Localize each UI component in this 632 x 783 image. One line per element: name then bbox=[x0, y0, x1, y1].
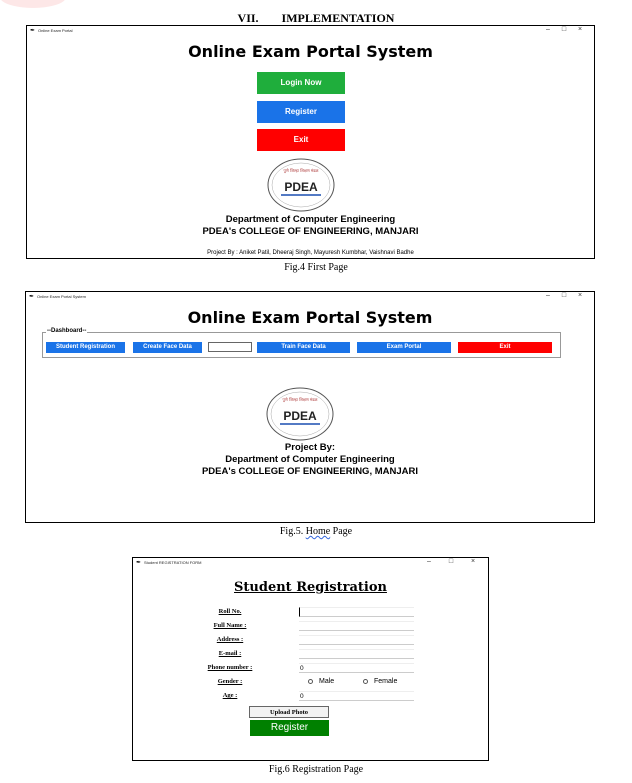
close-icon[interactable]: × bbox=[470, 558, 476, 565]
roll-no-input[interactable] bbox=[299, 607, 414, 617]
corner-highlight bbox=[0, 0, 66, 8]
email-input[interactable] bbox=[299, 649, 414, 659]
maximize-icon[interactable]: □ bbox=[561, 292, 567, 299]
maximize-icon[interactable]: □ bbox=[561, 26, 567, 33]
first-page-window-title: Online Exam Portal bbox=[38, 28, 73, 33]
registration-title: Student Registration bbox=[234, 580, 387, 595]
address-input[interactable] bbox=[299, 635, 414, 645]
fig5-caption-suffix: Page bbox=[330, 526, 353, 537]
student-registration-button[interactable]: Student Registration bbox=[46, 342, 125, 353]
registration-window-title: Student REGISTRATION FORM bbox=[144, 560, 202, 565]
exam-portal-button[interactable]: Exam Portal bbox=[357, 342, 451, 353]
age-input[interactable]: 0 bbox=[299, 691, 414, 701]
fig5-caption-prefix: Fig.5. bbox=[279, 526, 304, 537]
first-page-window bbox=[26, 25, 595, 259]
phone-label: Phone number : bbox=[207, 664, 253, 671]
home-page-app-title: Online Exam Portal System bbox=[187, 308, 433, 327]
dept-line-1: Department of Computer Engineering bbox=[225, 214, 396, 225]
feather-icon: ✒ bbox=[136, 560, 142, 566]
gender-male-radio[interactable] bbox=[308, 678, 334, 685]
fig5-caption bbox=[0, 526, 632, 537]
email-label: E-mail : bbox=[218, 650, 242, 657]
home-page-window-title: Online Exam Portal System bbox=[37, 294, 86, 299]
fig6-caption: Fig.6 Registration Page bbox=[268, 764, 364, 775]
radio-circle-icon bbox=[363, 679, 368, 684]
feather-icon: ✒ bbox=[29, 294, 35, 300]
dept-line-2: PDEA's COLLEGE OF ENGINEERING, MANJARI bbox=[202, 226, 419, 237]
first-page-department bbox=[27, 214, 594, 238]
project-credits: Project By : Aniket Patil, Dheeraj Singh, Mayuresh Kumbhar, Vaishnavi Badhe bbox=[207, 250, 414, 256]
registration-titlebar bbox=[133, 558, 488, 568]
dept-line-1: Department of Computer Engineering bbox=[225, 454, 395, 465]
close-icon[interactable]: × bbox=[577, 26, 583, 33]
feather-icon: ✒ bbox=[30, 28, 36, 34]
registration-window bbox=[132, 557, 489, 761]
login-now-button[interactable]: Login Now bbox=[257, 72, 345, 94]
gender-label: Gender : bbox=[217, 678, 243, 685]
pdea-logo bbox=[264, 386, 336, 442]
register-button[interactable]: Register bbox=[257, 101, 345, 123]
gender-male-label: Male bbox=[319, 678, 335, 685]
phone-input[interactable]: 0 bbox=[299, 663, 414, 673]
first-page-titlebar bbox=[27, 26, 594, 36]
window-controls bbox=[418, 558, 484, 565]
section-number: VII. bbox=[237, 11, 259, 25]
fig4-caption: Fig.4 First Page bbox=[284, 262, 348, 273]
face-data-input[interactable] bbox=[208, 342, 252, 352]
logo-tagline: पुणे जिल्हा शिक्षण मंडळ bbox=[282, 397, 318, 402]
radio-circle-icon bbox=[308, 679, 313, 684]
logo-text: PDEA bbox=[284, 180, 318, 194]
minimize-icon[interactable]: – bbox=[427, 558, 431, 565]
home-page-window bbox=[25, 291, 595, 523]
close-icon[interactable]: × bbox=[577, 292, 583, 299]
upload-photo-button[interactable]: Upload Photo bbox=[249, 706, 329, 718]
dashboard-exit-button[interactable]: Exit bbox=[458, 342, 552, 353]
address-label: Address : bbox=[216, 636, 244, 643]
gender-female-label: Female bbox=[374, 678, 398, 685]
pdea-logo bbox=[265, 157, 337, 213]
window-controls bbox=[540, 292, 588, 299]
full-name-label: Full Name : bbox=[213, 622, 247, 629]
registration-submit-button[interactable]: Register bbox=[250, 720, 329, 736]
logo-tagline: पुणे जिल्हा शिक्षण मंडळ bbox=[283, 168, 319, 173]
fig5-caption-home: Home bbox=[305, 526, 331, 537]
window-controls bbox=[540, 26, 588, 33]
roll-no-label: Roll No. bbox=[218, 608, 242, 615]
first-page-app-title: Online Exam Portal System bbox=[188, 42, 433, 61]
dept-line-2: PDEA's COLLEGE OF ENGINEERING, MANJARI bbox=[201, 466, 419, 477]
section-title: IMPLEMENTATION bbox=[281, 11, 395, 25]
gender-female-radio[interactable] bbox=[363, 678, 397, 685]
train-face-data-button[interactable]: Train Face Data bbox=[257, 342, 350, 353]
section-heading bbox=[0, 11, 632, 26]
minimize-icon[interactable]: – bbox=[546, 26, 550, 33]
create-face-data-button[interactable]: Create Face Data bbox=[133, 342, 202, 353]
dashboard-legend: --Dashboard-- bbox=[47, 328, 87, 334]
logo-text: PDEA bbox=[283, 409, 317, 423]
project-by-label: Project By: bbox=[284, 442, 336, 453]
exit-button[interactable]: Exit bbox=[257, 129, 345, 151]
minimize-icon[interactable]: – bbox=[546, 292, 550, 299]
home-page-titlebar bbox=[26, 292, 594, 302]
maximize-icon[interactable]: □ bbox=[448, 558, 454, 565]
full-name-input[interactable] bbox=[299, 621, 414, 631]
age-label: Age : bbox=[222, 692, 238, 699]
home-page-department bbox=[26, 442, 594, 478]
